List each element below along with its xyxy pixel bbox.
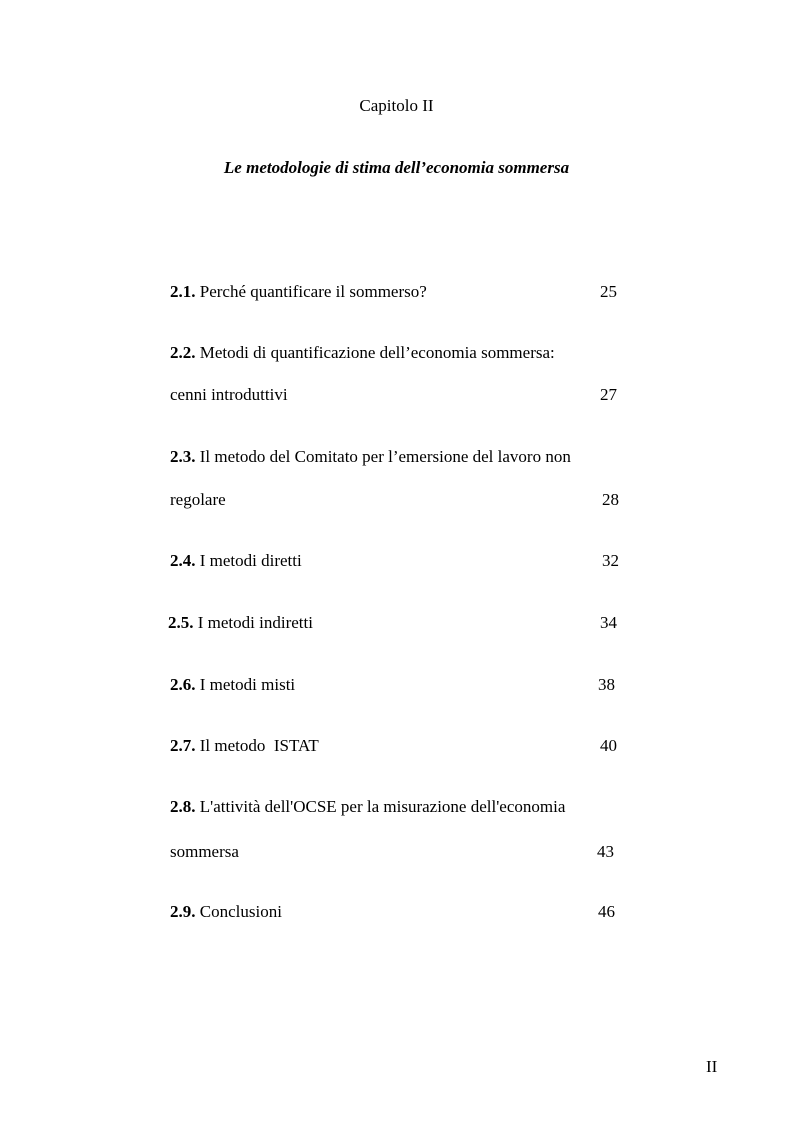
toc-title-continuation: sommersa bbox=[170, 842, 239, 861]
chapter-label: Capitolo II bbox=[359, 96, 434, 115]
toc-title: Metodi di quantificazione dell’economia sommersa: bbox=[199, 343, 555, 362]
toc-entry-2-8 bbox=[170, 797, 565, 817]
toc-number: 2.8. bbox=[170, 797, 196, 816]
toc-entry-2-4 bbox=[170, 551, 302, 571]
toc-number: 2.2. bbox=[170, 343, 196, 362]
toc-title: Il metodo del Comitato per l’emersione del lavoro non bbox=[199, 447, 571, 466]
toc-title: I metodi misti bbox=[199, 675, 296, 694]
toc-title: Il metodo ISTAT bbox=[199, 736, 319, 755]
toc-entry-2-6 bbox=[170, 675, 295, 695]
toc-page: 27 bbox=[600, 385, 617, 404]
toc-page: 40 bbox=[600, 736, 617, 755]
toc-page: 38 bbox=[598, 675, 615, 694]
toc-page: 32 bbox=[602, 551, 619, 570]
toc-page: 46 bbox=[598, 902, 615, 921]
toc-number: 2.3. bbox=[170, 447, 196, 466]
toc-title: I metodi indiretti bbox=[197, 613, 313, 632]
toc-title: Conclusioni bbox=[199, 902, 282, 921]
toc-number: 2.9. bbox=[170, 902, 196, 921]
toc-page: 43 bbox=[597, 842, 614, 861]
toc-entry-2-3 bbox=[170, 447, 571, 467]
toc-number: 2.4. bbox=[170, 551, 196, 570]
chapter-title: Le metodologie di stima dell’economia sommersa bbox=[223, 158, 570, 177]
toc-number: 2.7. bbox=[170, 736, 196, 755]
toc-entry-2-1 bbox=[170, 282, 427, 302]
toc-entry-2-9 bbox=[170, 902, 282, 922]
toc-title: I metodi diretti bbox=[199, 551, 302, 570]
toc-number: 2.6. bbox=[170, 675, 196, 694]
toc-number: 2.1. bbox=[170, 282, 196, 301]
toc-title: Perché quantificare il sommerso? bbox=[199, 282, 427, 301]
toc-entry-2-5 bbox=[168, 613, 313, 633]
toc-entry-2-7 bbox=[170, 736, 319, 756]
page-number: II bbox=[706, 1057, 718, 1076]
toc-title-continuation: regolare bbox=[170, 490, 226, 509]
toc-number: 2.5. bbox=[168, 613, 194, 632]
toc-page: 34 bbox=[600, 613, 617, 632]
toc-page: 25 bbox=[600, 282, 617, 301]
toc-title: L'attività dell'OCSE per la misurazione dell'economia bbox=[199, 797, 566, 816]
toc-title-continuation: cenni introduttivi bbox=[170, 385, 288, 404]
toc-page: 28 bbox=[602, 490, 619, 509]
toc-entry-2-2 bbox=[170, 343, 555, 363]
